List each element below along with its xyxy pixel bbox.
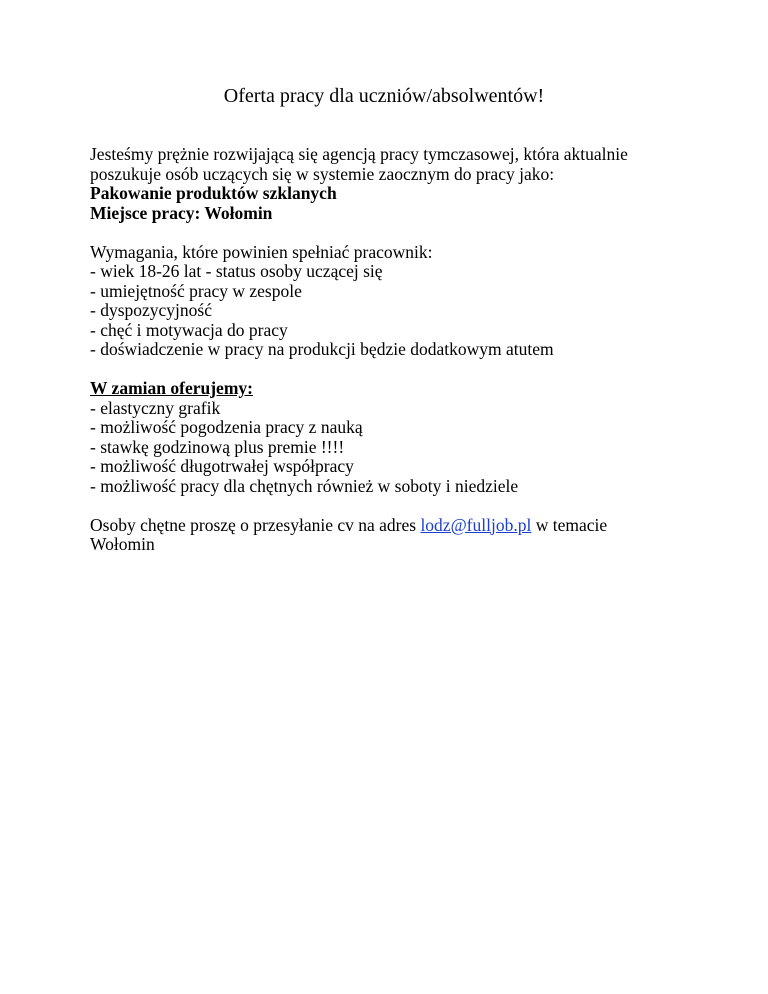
job-location: Miejsce pracy: Wołomin — [90, 202, 273, 223]
offer-item: - elastyczny grafik — [90, 397, 221, 418]
intro-line-1: Jesteśmy prężnie rozwijającą się agencją pracy tymczasowej, która aktualnie — [90, 144, 628, 164]
requirements-heading: Wymagania, które powinien spełniać pracownik: — [90, 241, 433, 262]
contact-line — [90, 516, 690, 536]
offer-item: - możliwość pracy dla chętnych również w soboty i niedziele — [90, 475, 519, 496]
spacer — [90, 223, 690, 243]
job-title: Pakowanie produktów szklanych — [90, 183, 337, 203]
requirement-item: - dyspozycyjność — [90, 300, 212, 320]
offer-heading: W zamian oferujemy: — [90, 378, 253, 398]
contact-text-before: Osoby chętne proszę o przesyłanie cv na adres — [90, 514, 421, 535]
email-link[interactable]: lodz@fulljob.pl — [420, 514, 532, 535]
offer-item: - stawkę godzinową plus premie !!!! — [90, 436, 345, 457]
contact-subject: Wołomin — [90, 534, 155, 554]
document-body — [90, 145, 690, 555]
offer-item: - możliwość pogodzenia pracy z nauką — [90, 417, 363, 437]
requirement-item: - umiejętność pracy w zespole — [90, 280, 302, 301]
intro-line-2: poszukuje osób uczących się w systemie zaocznym do pracy jako: — [90, 163, 555, 184]
spacer — [90, 360, 690, 380]
requirement-item: - doświadczenie w pracy na produkcji będzie dodatkowym atutem — [90, 339, 554, 359]
spacer — [90, 496, 690, 516]
requirement-item: - wiek 18-26 lat - status osoby uczącej się — [90, 261, 383, 281]
offer-item: - możliwość długotrwałej współpracy — [90, 456, 354, 476]
requirement-item: - chęć i motywacja do pracy — [90, 319, 288, 340]
contact-text-after: w temacie — [531, 514, 608, 535]
page-title: Oferta pracy dla uczniów/absolwentów! — [223, 85, 545, 107]
